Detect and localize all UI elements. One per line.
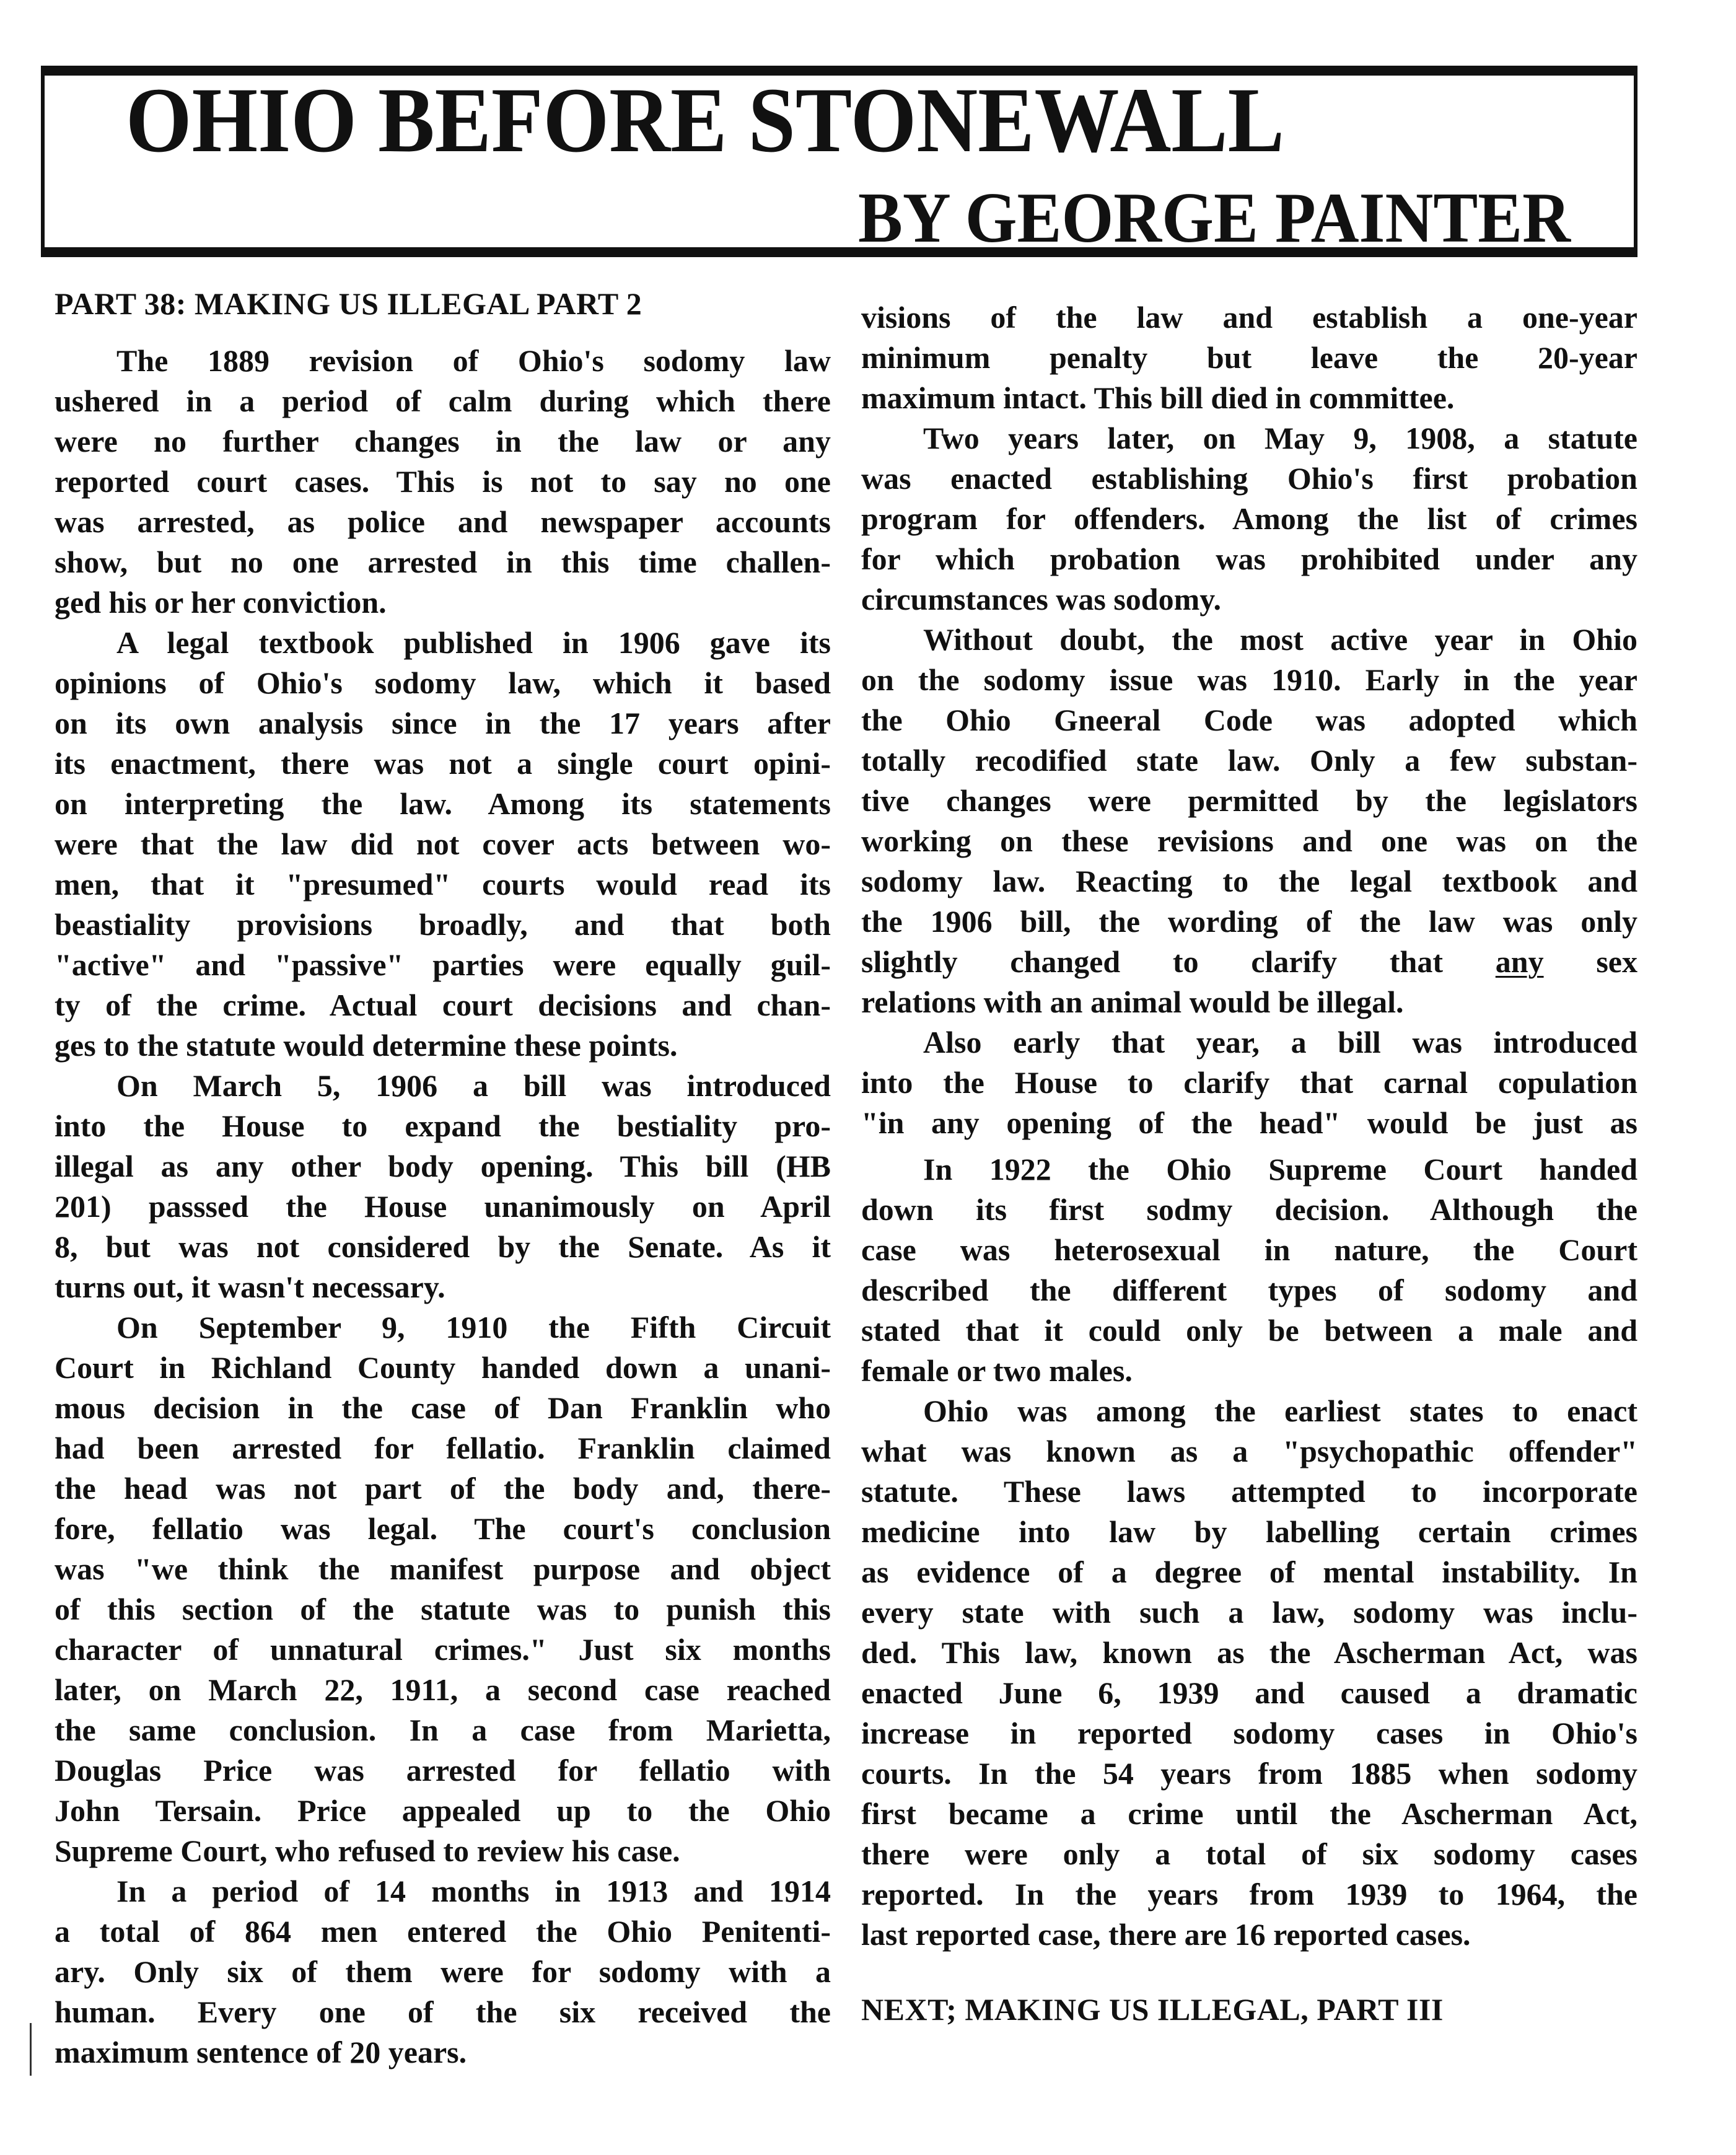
text-line: statute. These laws attempted to incorporate — [861, 1474, 1637, 1509]
text-line: ges to the statute would determine these points. — [55, 1028, 678, 1063]
text-line: were that the law did not cover acts between wo- — [55, 827, 831, 861]
text-segment: sex — [1543, 944, 1637, 979]
right-column — [861, 297, 1637, 2030]
paragraph — [55, 623, 831, 1066]
byline: BY GEORGE PAINTER — [858, 178, 1572, 258]
underlined-word: any — [1495, 944, 1544, 979]
text-line: reported. In the years from 1939 to 1964, the — [861, 1877, 1637, 1911]
text-line: had been arrested for fellatio. Franklin claimed — [55, 1431, 831, 1465]
text-line: Without doubt, the most active year in Ohio — [923, 622, 1637, 657]
text-line: reported court cases. This is not to say no one — [55, 464, 831, 499]
text-line: a total of 864 men entered the Ohio Penitenti- — [55, 1914, 831, 1949]
text-line: Two years later, on May 9, 1908, a statute — [923, 421, 1637, 455]
text-line: On September 9, 1910 the Fifth Circuit — [116, 1310, 831, 1345]
page-title: OHIO BEFORE STONEWALL — [126, 69, 1284, 172]
text-line: maximum sentence of 20 years. — [55, 2035, 467, 2069]
left-column-body — [55, 341, 831, 2073]
section-heading: PART 38: MAKING US ILLEGAL PART 2 — [55, 286, 642, 321]
right-column-body — [861, 297, 1637, 1955]
text-line: into the House to expand the bestiality pro- — [55, 1108, 831, 1143]
text-line: first became a crime until the Ascherman Act, — [861, 1796, 1637, 1831]
text-line: was "we think the manifest purpose and object — [55, 1552, 831, 1586]
text-line: In 1922 the Ohio Supreme Court handed — [923, 1152, 1637, 1187]
text-line: there were only a total of six sodomy cases — [861, 1837, 1637, 1871]
text-line: visions of the law and establish a one-year — [861, 300, 1637, 335]
text-line: were no further changes in the law or any — [55, 424, 831, 459]
text-segment: slightly changed to clarify that — [861, 944, 1496, 979]
text-line: ty of the crime. Actual court decisions and chan- — [55, 988, 831, 1022]
text-line: the 1906 bill, the wording of the law was only — [861, 904, 1637, 939]
text-line: was arrested, as police and newspaper accounts — [55, 504, 831, 539]
paragraph — [861, 297, 1637, 418]
paragraph — [861, 1391, 1637, 1955]
masthead-box — [41, 66, 1637, 257]
text-line: of this section of the statute was to punish this — [55, 1592, 831, 1626]
text-line: On March 5, 1906 a bill was introduced — [116, 1068, 831, 1103]
text-line: fore, fellatio was legal. The court's conclusion — [55, 1511, 831, 1546]
paragraph — [861, 1022, 1637, 1143]
paragraph — [861, 1149, 1637, 1391]
text-line: human. Every one of the six received the — [55, 1995, 831, 2029]
text-line: In a period of 14 months in 1913 and 1914 — [116, 1874, 831, 1908]
text-line: for which probation was prohibited under any — [861, 542, 1637, 576]
paragraph — [55, 1307, 831, 1871]
text-line: case was heterosexual in nature, the Court — [861, 1232, 1637, 1267]
text-line: character of unnatural crimes." Just six months — [55, 1632, 831, 1667]
masthead-graphic — [45, 69, 1634, 258]
text-line: stated that it could only be between a male and — [861, 1313, 1637, 1348]
text-line: "in any opening of the head" would be just as — [861, 1105, 1637, 1140]
margin-mark — [30, 2023, 32, 2076]
text-line: on the sodomy issue was 1910. Early in the year — [861, 662, 1637, 697]
next-installment-notice: NEXT; MAKING US ILLEGAL, PART III — [861, 1992, 1444, 2027]
text-line: John Tersain. Price appealed up to the Ohio — [55, 1793, 831, 1828]
text-line: "active" and "passive" parties were equally guil- — [55, 947, 831, 982]
text-line: down its first sodmy decision. Although the — [861, 1192, 1637, 1227]
paragraph — [861, 620, 1637, 1022]
text-line: 8, but was not considered by the Senate. As it — [55, 1229, 831, 1264]
text-line: into the House to clarify that carnal copulation — [861, 1065, 1637, 1100]
text-line: relations with an animal would be illegal. — [861, 985, 1404, 1019]
text-line: Also early that year, a bill was introduced — [923, 1025, 1637, 1060]
text-line: sodomy law. Reacting to the legal textbook and — [861, 864, 1637, 898]
paragraph — [55, 1066, 831, 1307]
text-line: described the different types of sodomy and — [861, 1273, 1637, 1307]
text-line: ary. Only six of them were for sodomy with a — [55, 1954, 831, 1989]
text-line: on interpreting the law. Among its statements — [55, 786, 831, 821]
paragraph — [55, 341, 831, 623]
text-line: Ohio was among the earliest states to enact — [923, 1394, 1637, 1428]
text-line: illegal as any other body opening. This bill (HB — [55, 1149, 831, 1183]
text-line: its enactment, there was not a single court opini- — [55, 746, 831, 781]
text-line: totally recodified state law. Only a few substan- — [861, 743, 1637, 778]
text-line: maximum intact. This bill died in committee. — [861, 380, 1455, 415]
text-line: Supreme Court, who refused to review his case. — [55, 1833, 680, 1868]
text-line: every state with such a law, sodomy was inclu- — [861, 1595, 1637, 1630]
paragraph — [861, 418, 1637, 620]
text-line — [861, 942, 1637, 982]
text-line: as evidence of a degree of mental instability. In — [861, 1555, 1637, 1589]
text-line: mous decision in the case of Dan Franklin who — [55, 1390, 831, 1425]
text-line: last reported case, there are 16 reported cases. — [861, 1917, 1471, 1952]
text-line: ded. This law, known as the Ascherman Act, was — [861, 1635, 1637, 1670]
text-line: beastiality provisions broadly, and that both — [55, 907, 831, 942]
text-line: circumstances was sodomy. — [861, 582, 1222, 617]
paragraph — [55, 1871, 831, 2073]
text-line: the same conclusion. In a case from Marietta, — [55, 1713, 831, 1747]
text-line: working on these revisions and one was on the — [861, 823, 1637, 858]
text-line: what was known as a "psychopathic offender" — [861, 1434, 1637, 1468]
text-line: minimum penalty but leave the 20-year — [861, 340, 1637, 375]
text-line: men, that it "presumed" courts would read its — [55, 867, 831, 902]
text-line: opinions of Ohio's sodomy law, which it based — [55, 665, 831, 700]
text-line: The 1889 revision of Ohio's sodomy law — [116, 343, 831, 378]
text-line: A legal textbook published in 1906 gave its — [116, 625, 831, 660]
text-line: the Ohio Gneeral Code was adopted which — [861, 703, 1637, 737]
text-line: the head was not part of the body and, there- — [55, 1471, 831, 1506]
text-line: program for offenders. Among the list of crimes — [861, 501, 1637, 536]
text-line: Douglas Price was arrested for fellatio with — [55, 1753, 831, 1788]
text-line: tive changes were permitted by the legislators — [861, 783, 1637, 818]
text-line: turns out, it wasn't necessary. — [55, 1270, 445, 1304]
text-line: medicine into law by labelling certain crimes — [861, 1514, 1637, 1549]
text-line: enacted June 6, 1939 and caused a dramatic — [861, 1675, 1637, 1710]
text-line: ushered in a period of calm during which there — [55, 384, 831, 418]
text-line: on its own analysis since in the 17 years after — [55, 706, 831, 740]
text-line: later, on March 22, 1911, a second case reached — [55, 1672, 831, 1707]
text-line: increase in reported sodomy cases in Ohio's — [861, 1716, 1637, 1750]
text-line: was enacted establishing Ohio's first probation — [861, 461, 1637, 496]
left-column — [55, 284, 831, 2073]
text-line: ged his or her conviction. — [55, 585, 387, 620]
text-line: courts. In the 54 years from 1885 when sodomy — [861, 1756, 1637, 1791]
text-line: 201) passsed the House unanimously on April — [55, 1189, 831, 1224]
text-line: female or two males. — [861, 1353, 1133, 1388]
text-line: Court in Richland County handed down a unani- — [55, 1350, 831, 1385]
text-line: show, but no one arrested in this time challen- — [55, 545, 831, 579]
